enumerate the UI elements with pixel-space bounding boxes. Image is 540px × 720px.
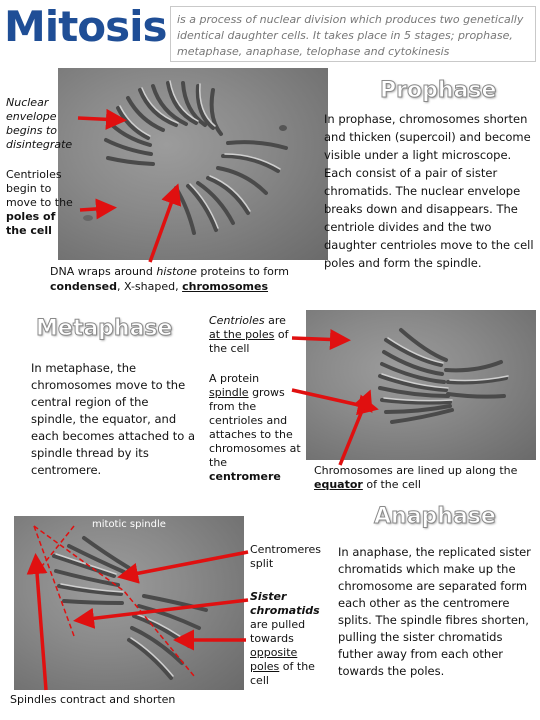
anaphase-label-spindles: Spindles contract and shorten [10, 693, 176, 706]
page-title: Mitosis [4, 2, 167, 51]
anaphase-description: In anaphase, the replicated sister chromatids which make up the chromosome are separated form each other as the centromere splits. The spindle fibres shorten, pulling the sister chromatids futher away from each other towards the poles. [338, 545, 531, 678]
caption-condensed: condensed [50, 280, 117, 293]
label-part: of the cell [250, 660, 315, 687]
label-part: of the cell [366, 478, 421, 491]
label-part: Centrioles [209, 314, 265, 327]
label-part: centromere [209, 470, 281, 483]
label-part: spindle [209, 386, 249, 399]
metaphase-label-centrioles [209, 314, 299, 356]
label-part: are pulled towards [250, 618, 306, 645]
metaphase-chromosomes-image [306, 310, 536, 460]
prophase-chromosomes-image [58, 68, 328, 260]
anaphase-chromosomes-image [14, 516, 244, 690]
prophase-caption [50, 264, 320, 294]
metaphase-description: In metaphase, the chromosomes move to the central region of the spindle, the equator, and each becomes attached to a spindle thread by its centromere. [31, 361, 196, 477]
metaphase-label-equator [314, 464, 536, 492]
prophase-label-centrioles [6, 168, 76, 238]
anaphase-image-label: mitotic spindle [92, 519, 166, 530]
label-part: Chromosomes are lined up along the [314, 464, 518, 477]
label-part: grows from the centrioles and attaches to the chromosomes at the [209, 386, 301, 469]
metaphase-heading: Metaphase [36, 316, 173, 341]
prophase-description: In prophase, chromosomes shorten and thicken (supercoil) and become visible under a light microscope. Each consist of a pair of sister chromatids. The nuclear envelope breaks down and disappears. The centriole divides and the two daughter centrioles move to the cell poles and form the spindle. [324, 112, 534, 270]
caption-part: , X-shaped, [116, 280, 179, 293]
metaphase-label-spindle [209, 372, 301, 484]
anaphase-micrograph [14, 516, 244, 690]
anaphase-heading: Anaphase [374, 504, 496, 529]
label-part: at the poles [209, 328, 275, 341]
caption-part: DNA wraps around [50, 265, 153, 278]
label-part: of the cell [209, 328, 289, 355]
label-part: A protein [209, 372, 260, 385]
prophase-heading: Prophase [380, 78, 497, 103]
label-part: equator [314, 478, 363, 491]
label-part: Sister chromatids [250, 590, 320, 617]
intro-box: is a process of nuclear division which produces two genetically identical daughter cells. It takes place in 5 stages; prophase, metaphase, anaphase, telophase and cytokinesis [170, 6, 536, 62]
metaphase-micrograph [306, 310, 536, 460]
anaphase-label-sister [250, 590, 330, 688]
caption-part: proteins to form [200, 265, 289, 278]
prophase-micrograph [58, 68, 328, 260]
label-part: opposite poles [250, 646, 298, 673]
prophase-label-envelope: Nuclear envelope begins to disintegrate [6, 96, 73, 151]
caption-histone: histone [156, 265, 197, 278]
prophase-centrioles-text: Centrioles begin to move to the [6, 168, 73, 209]
anaphase-label-centromeres: Centromeres split [250, 543, 322, 570]
prophase-centrioles-poles: poles of the cell [6, 210, 56, 237]
label-part: are [268, 314, 286, 327]
caption-chromosomes: chromosomes [182, 280, 269, 293]
